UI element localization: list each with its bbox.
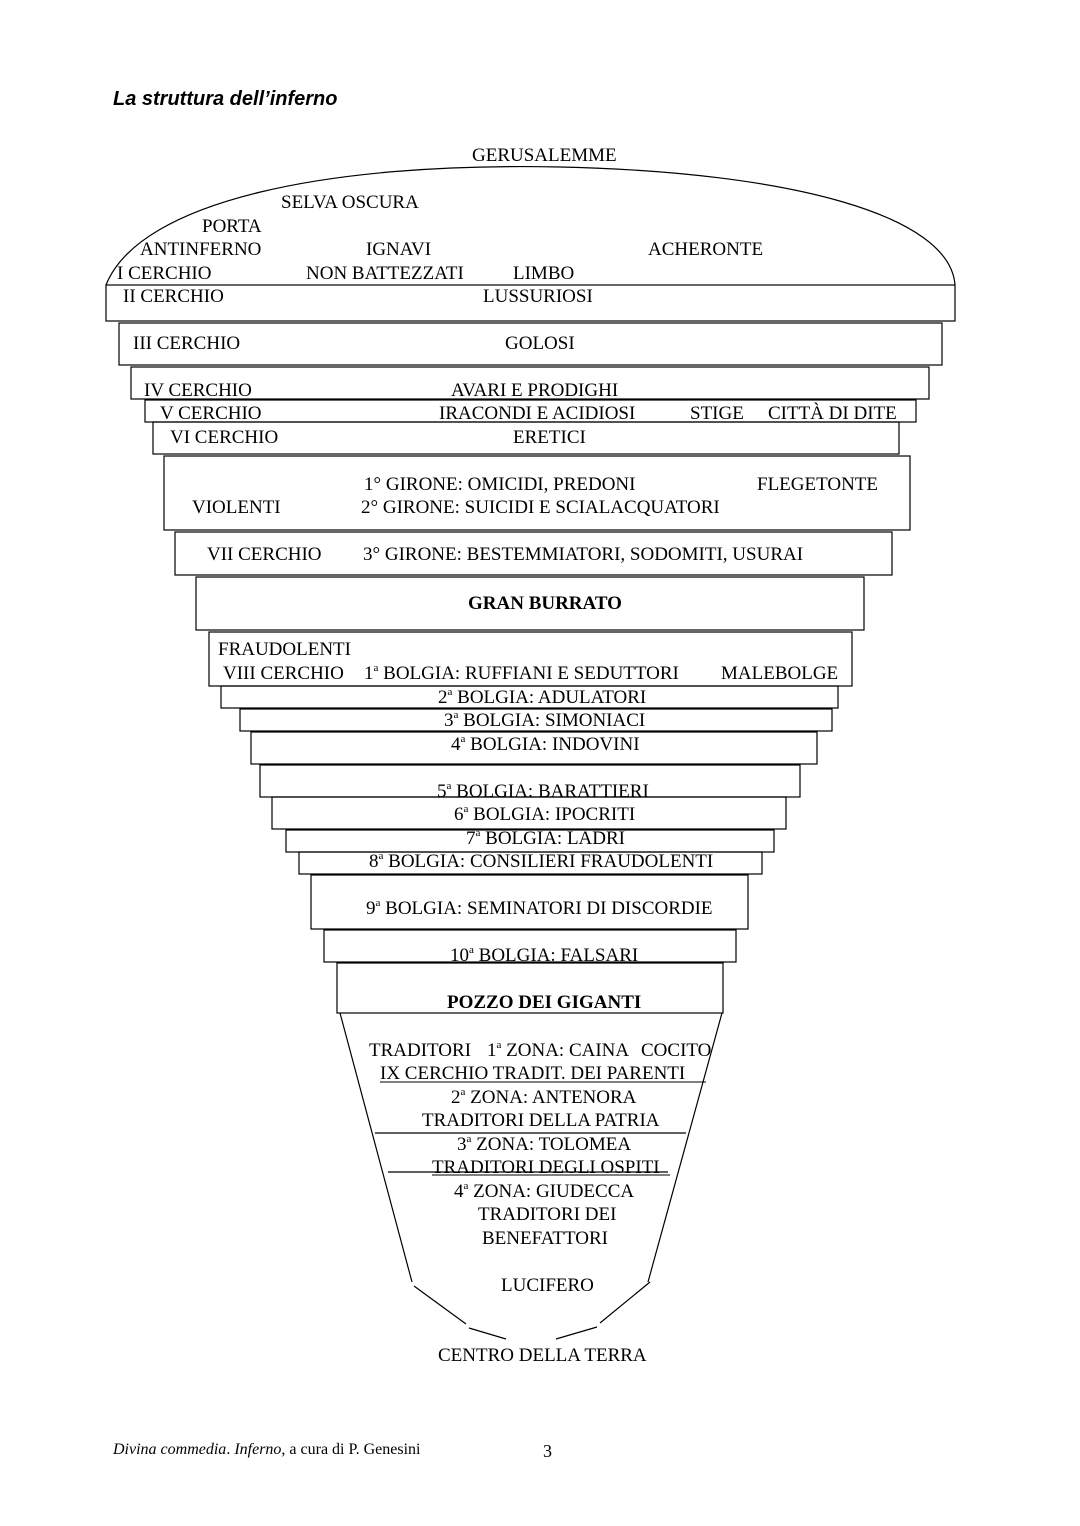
footer-editor: , a cura di P. Genesini: [281, 1441, 421, 1458]
label-phlegethon: FLEGETONTE: [757, 474, 879, 495]
page-number: 3: [543, 1441, 552, 1461]
label-gluttonous: GOLOSI: [505, 333, 575, 354]
bottom-line: [469, 1328, 506, 1339]
label-circle-7: VII CERCHIO: [207, 544, 322, 565]
label-traitors-guests: TRADITORI DEGLI OSPITI: [432, 1157, 660, 1178]
label-giants-well: POZZO DEI GIGANTI: [447, 992, 642, 1013]
label-circle-6: VI CERCHIO: [170, 427, 279, 448]
label-bolgia-7: 7$^a$ BOLGIA: LADRI: [466, 827, 625, 849]
label-bolgia-3: 3$^a$ BOLGIA: SIMONIACI: [444, 709, 646, 731]
footer-part-title: Inferno: [234, 1441, 282, 1458]
label-wrathful: IRACONDI E ACIDIOSI: [439, 403, 636, 424]
label-unbaptized: NON BATTEZZATI: [306, 263, 464, 284]
label-lucifer: LUCIFERO: [501, 1275, 594, 1296]
label-great-chasm: GRAN BURRATO: [468, 593, 622, 614]
label-bolgia-9: 9$^a$ BOLGIA: SEMINATORI DI DISCORDIE: [366, 897, 713, 919]
label-zone-3: 3$^a$ ZONA: TOLOMEA: [457, 1133, 632, 1155]
label-dark-wood: SELVA OSCURA: [281, 192, 419, 213]
label-limbo: LIMBO: [513, 263, 575, 284]
footer-citation: [113, 1441, 421, 1459]
label-traitors-homeland: TRADITORI DELLA PATRIA: [422, 1110, 660, 1131]
label-acheron: ACHERONTE: [648, 239, 764, 260]
footer-separator: .: [226, 1441, 235, 1458]
page-heading: La struttura dell’inferno: [113, 88, 338, 110]
label-antinferno: ANTINFERNO: [140, 239, 262, 260]
label-ring-1: 1° GIRONE: OMICIDI, PREDONI: [364, 474, 636, 495]
label-avaricious: AVARI E PRODIGHI: [451, 380, 619, 401]
label-traitors-benefactors-1: TRADITORI DEI: [478, 1204, 617, 1225]
label-gate: PORTA: [202, 216, 262, 237]
label-circle-9: IX CERCHIO TRADIT. DEI PARENTI: [380, 1063, 686, 1084]
label-city-of-dis: CITTÀ DI DITE: [768, 403, 897, 424]
label-styx: STIGE: [690, 403, 744, 424]
bottom-line: [600, 1282, 650, 1323]
label-ring-2: 2° GIRONE: SUICIDI E SCIALACQUATORI: [361, 497, 720, 518]
label-lustful: LUSSURIOSI: [483, 286, 593, 307]
label-bolgia-10: 10$^a$ BOLGIA: FALSARI: [450, 944, 639, 966]
label-bolgia-5: 5$^a$ BOLGIA: BARATTIERI: [437, 780, 649, 802]
label-bolgia-8: 8$^a$ BOLGIA: CONSILIERI FRAUDOLENTI: [369, 850, 714, 872]
label-traitors-benefactors-2: BENEFATTORI: [482, 1228, 608, 1249]
label-circle-2: II CERCHIO: [123, 286, 224, 307]
label-circle-3: III CERCHIO: [133, 333, 241, 354]
label-circle-1: I CERCHIO: [117, 263, 212, 284]
footer-work-title: Divina commedia: [113, 1441, 227, 1458]
label-center-of-earth: CENTRO DELLA TERRA: [438, 1345, 647, 1366]
bottom-line: [556, 1327, 597, 1339]
label-bolgia-4: 4$^a$ BOLGIA: INDOVINI: [451, 733, 640, 755]
label-jerusalem: GERUSALEMME: [472, 145, 617, 166]
label-circle-4: IV CERCHIO: [144, 380, 252, 401]
label-ignavi: IGNAVI: [366, 239, 432, 260]
label-fraudulent: FRAUDOLENTI: [218, 639, 351, 660]
label-zone-4: 4$^a$ ZONA: GIUDECCA: [454, 1180, 635, 1202]
label-heretics: ERETICI: [513, 427, 586, 448]
label-bolgia-2: 2$^a$ BOLGIA: ADULATORI: [438, 686, 647, 708]
label-ring-3: 3° GIRONE: BESTEMMIATORI, SODOMITI, USURAI: [363, 544, 804, 565]
label-malebolge: MALEBOLGE: [721, 663, 839, 684]
label-traitors: TRADITORI: [369, 1040, 472, 1061]
label-bolgia-1: 1$^a$ BOLGIA: RUFFIANI E SEDUTTORI: [364, 662, 679, 684]
label-cocytus: COCITO: [641, 1040, 712, 1061]
label-zone-1: 1$^a$ ZONA: CAINA: [487, 1039, 630, 1061]
label-zone-2: 2$^a$ ZONA: ANTENORA: [451, 1086, 637, 1108]
label-circle-8: VIII CERCHIO: [223, 663, 344, 684]
bottom-line: [414, 1286, 466, 1324]
label-circle-5: V CERCHIO: [160, 403, 262, 424]
label-violent: VIOLENTI: [192, 497, 281, 518]
label-bolgia-6: 6$^a$ BOLGIA: IPOCRITI: [454, 803, 636, 825]
